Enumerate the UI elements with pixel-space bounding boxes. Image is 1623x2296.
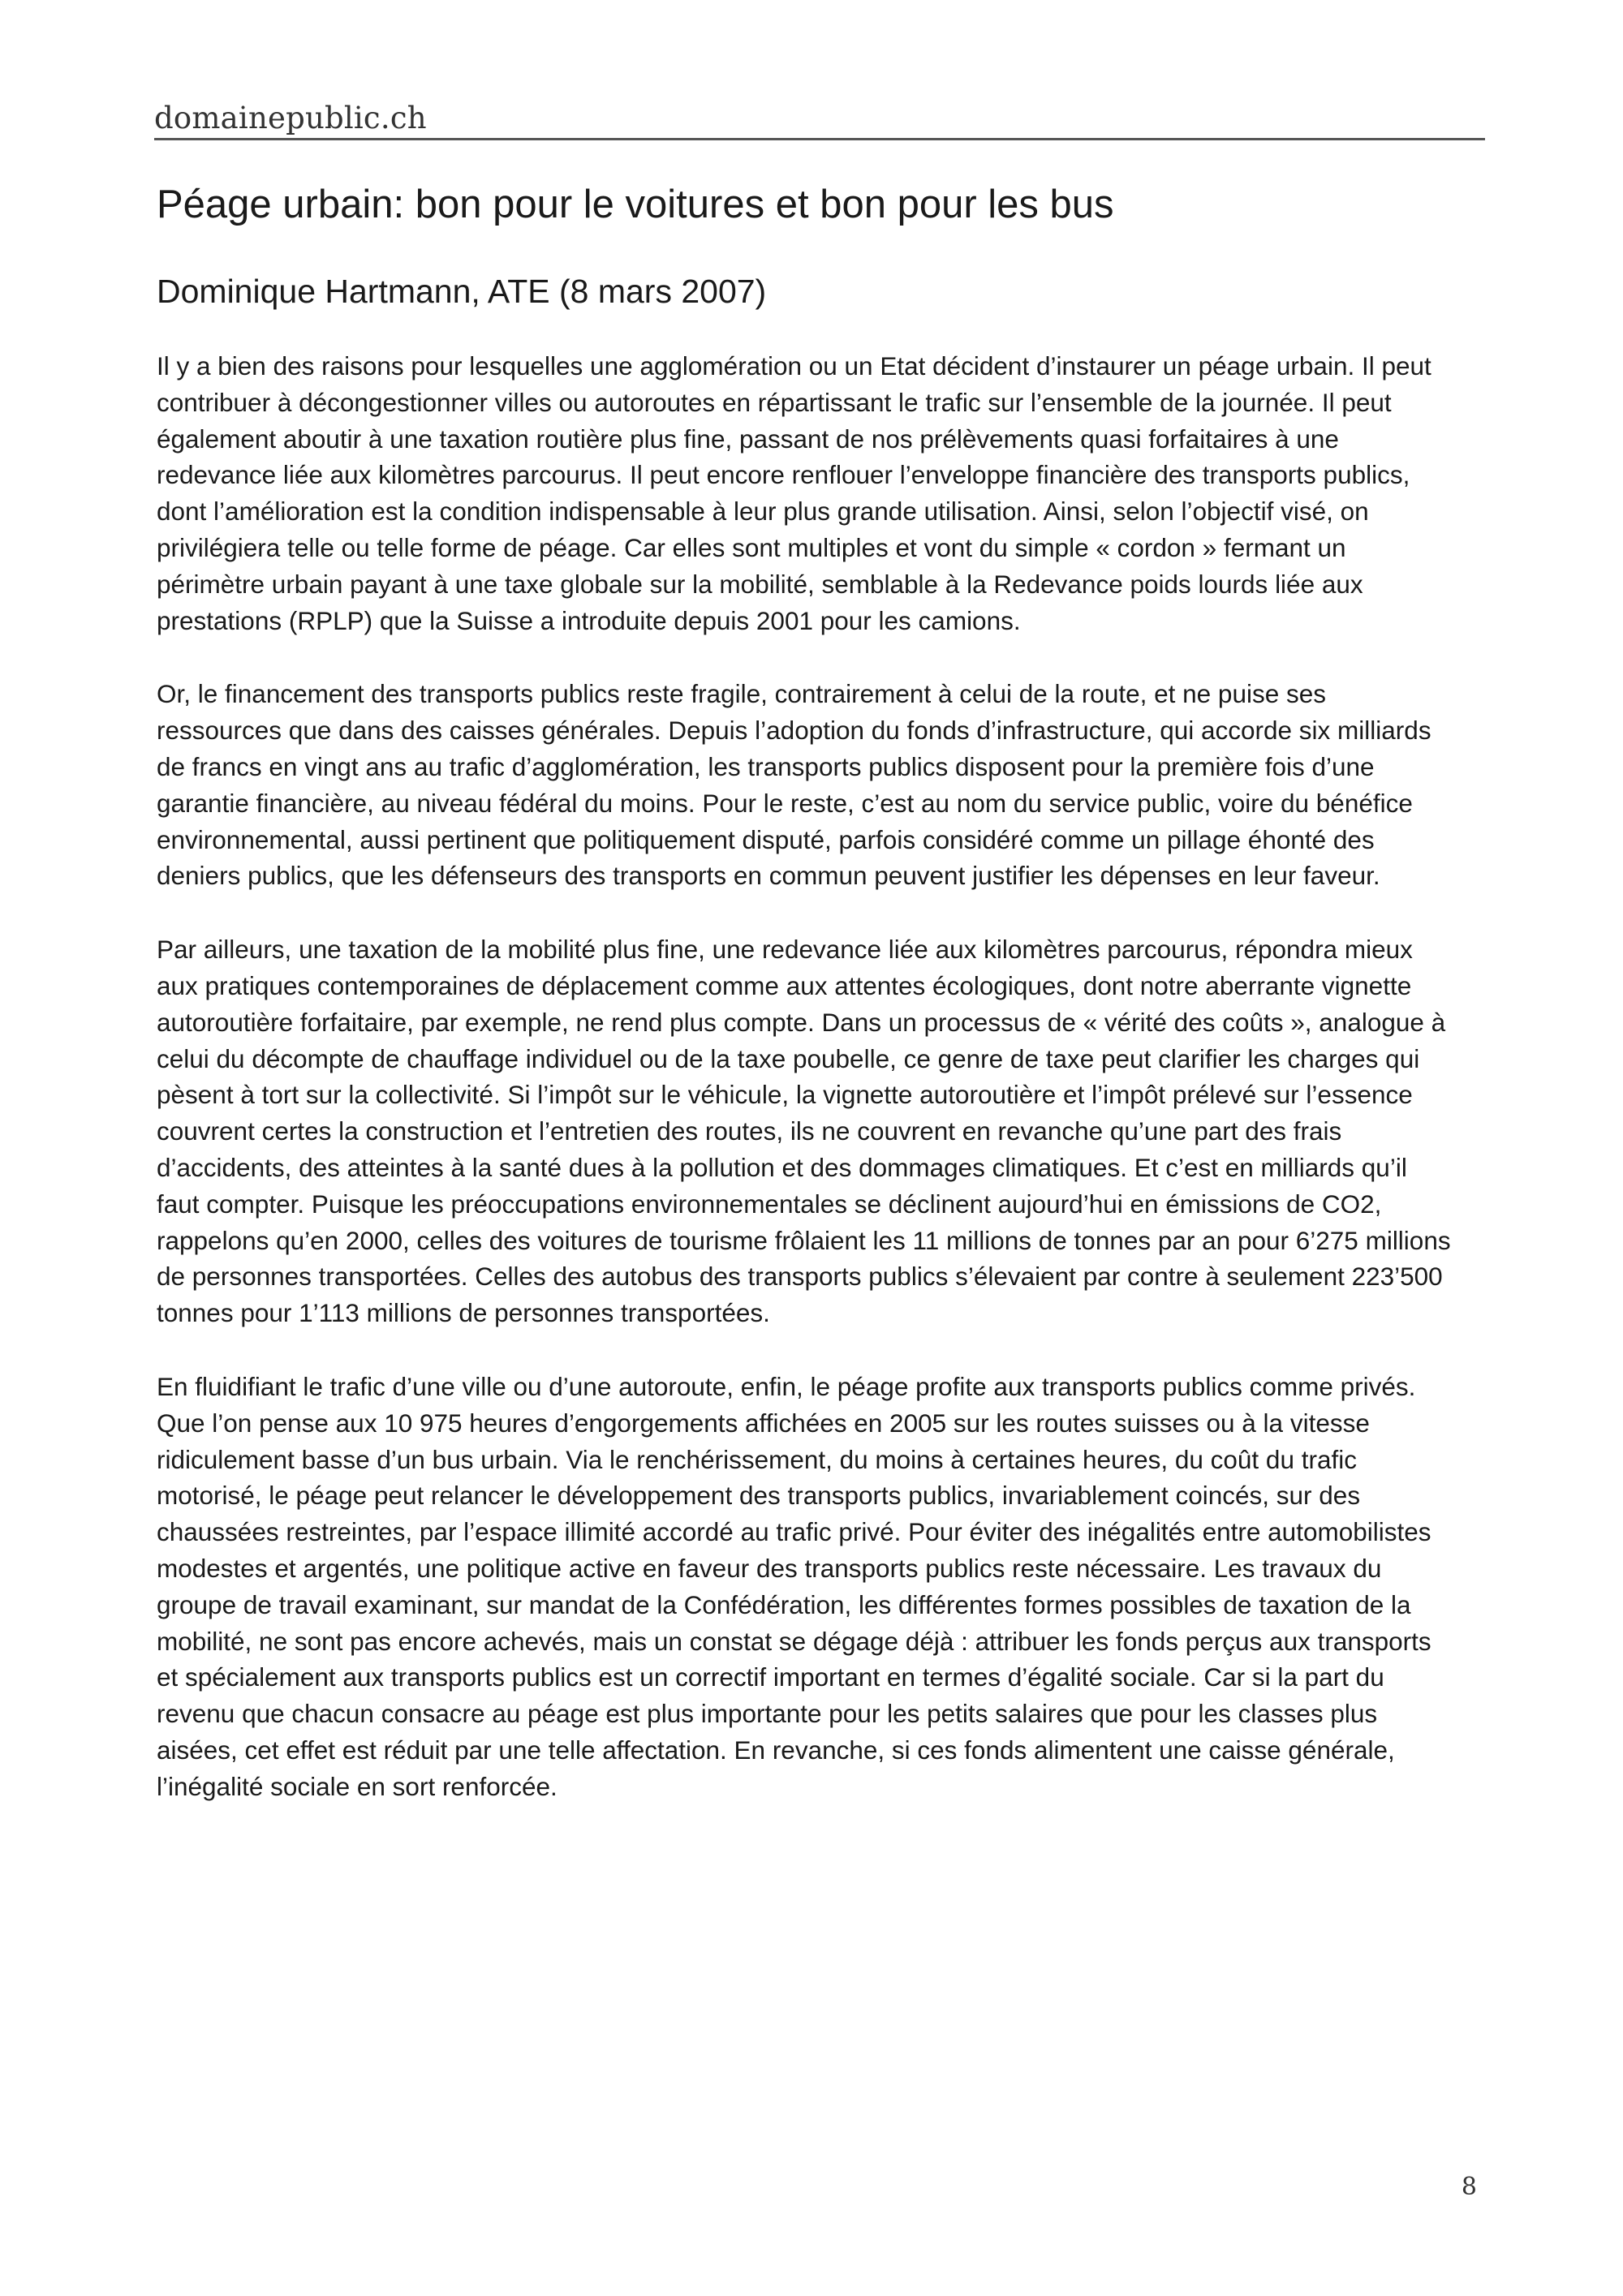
- article-byline: Dominique Hartmann, ATE (8 mars 2007): [157, 273, 767, 310]
- paragraph: Or, le financement des transports publics reste fragile, contrairement à celui de la route, et ne puise ses ressources que dans des caisses générales. Depuis l’adoption du fonds d’infrastructure, qui accorde six milliards de francs en vingt ans au trafic d’agglomération, les transports publics disposent pour la première fois d’une garantie financière, au niveau fédéral du moins. Pour le reste, c’est au nom du service public, voire du bénéfice environnemental, aussi pertinent que politiquement disputé, parfois considéré comme un pillage éhonté des deniers publics, que les défenseurs des transports en commun peuvent justifier les dépenses en leur faveur.: [157, 679, 1431, 891]
- paragraph: Par ailleurs, une taxation de la mobilité plus fine, une redevance liée aux kilomètres parcourus, répondra mieux aux pratiques contemporaines de déplacement comme aux attentes écologiques, dont notre aberrante vignette autoroutière forfaitaire, par exemple, ne rend plus compte. Dans un processus de « vérité des coûts », analogue à celui du décompte de chauffage individuel ou de la taxe poubelle, ce genre de taxe peut clarifier les charges qui pèsent à tort sur la collectivité. Si l’impôt sur le véhicule, la vignette autoroutière et l’impôt prélevé sur l’essence couvrent certes la construction et l’entretien des routes, ils ne couvrent en revanche qu’une part des frais d’accidents, des atteintes à la santé dues à la pollution et des dommages climatiques. Et c’est en milliards qu’il faut compter. Puisque les préoccupations environnementales se déclinent aujourd’hui en émissions de CO2, rappelons qu’en 2000, celles des voitures de tourisme frôlaient les 11 millions de tonnes par an pour 6’275 millions de personnes transportées. Celles des autobus des transports publics s’élevaient par contre à seulement 223’500 tonnes pour 1’113 millions de personnes transportées.: [157, 935, 1451, 1328]
- page-number: 8: [1461, 2173, 1477, 2201]
- article-title: Péage urbain: bon pour le voitures et bon pour les bus: [157, 183, 1114, 226]
- paragraph: En fluidifiant le trafic d’une ville ou d’une autoroute, enfin, le péage profite aux transports publics comme privés. Que l’on pense aux 10 975 heures d’engorgements affichées en 2005 sur les routes suisses ou à la vitesse ridiculement basse d’un bus urbain. Via le renchérissement, du moins à certaines heures, du coût du trafic motorisé, le péage peut relancer le développement des transports publics, invariablement coincés, sur des chaussées restreintes, par l’espace illimité accordé au trafic privé. Pour éviter des inégalités entre automobilistes modestes et argentés, une politique active en faveur des transports publics reste nécessaire. Les travaux du groupe de travail examinant, sur mandat de la Confédération, les différentes formes possibles de taxation de la mobilité, ne sont pas encore achevés, mais un constat se dégage déjà : attribuer les fonds perçus aux transports et spécialement aux transports publics est un correctif important en termes d’égalité sociale. Car si la part du revenu que chacun consacre au péage est plus importante pour les petits salaires que pour les classes plus aisées, cet effet est réduit par une telle affectation. En revanche, si ces fonds alimentent une caisse générale, l’inégalité sociale en sort renforcée.: [157, 1371, 1431, 1801]
- article-body: [157, 348, 1455, 1804]
- paragraph: Il y a bien des raisons pour lesquelles une agglomération ou un Etat décident d’instaurer un péage urbain. Il peut contribuer à décongestionner villes ou autoroutes en répartissant le trafic sur l’ensemble de la journée. Il peut également aboutir à une taxation routière plus fine, passant de nos prélèvements quasi forfaitaires à une redevance liée aux kilomètres parcourus. Il peut encore renflouer l’enveloppe financière des transports publics, dont l’amélioration est la condition indispensable à leur plus grande utilisation. Ainsi, selon l’objectif visé, on privilégiera telle ou telle forme de péage. Car elles sont multiples et vont du simple « cordon » fermant un périmètre urbain payant à une taxe globale sur la mobilité, semblable à la Redevance poids lourds liée aux prestations (RPLP) que la Suisse a introduite depuis 2001 pour les camions.: [157, 351, 1431, 635]
- site-header: domainepublic.ch: [154, 101, 427, 135]
- article: [157, 180, 1455, 1842]
- header-divider: [154, 138, 1485, 140]
